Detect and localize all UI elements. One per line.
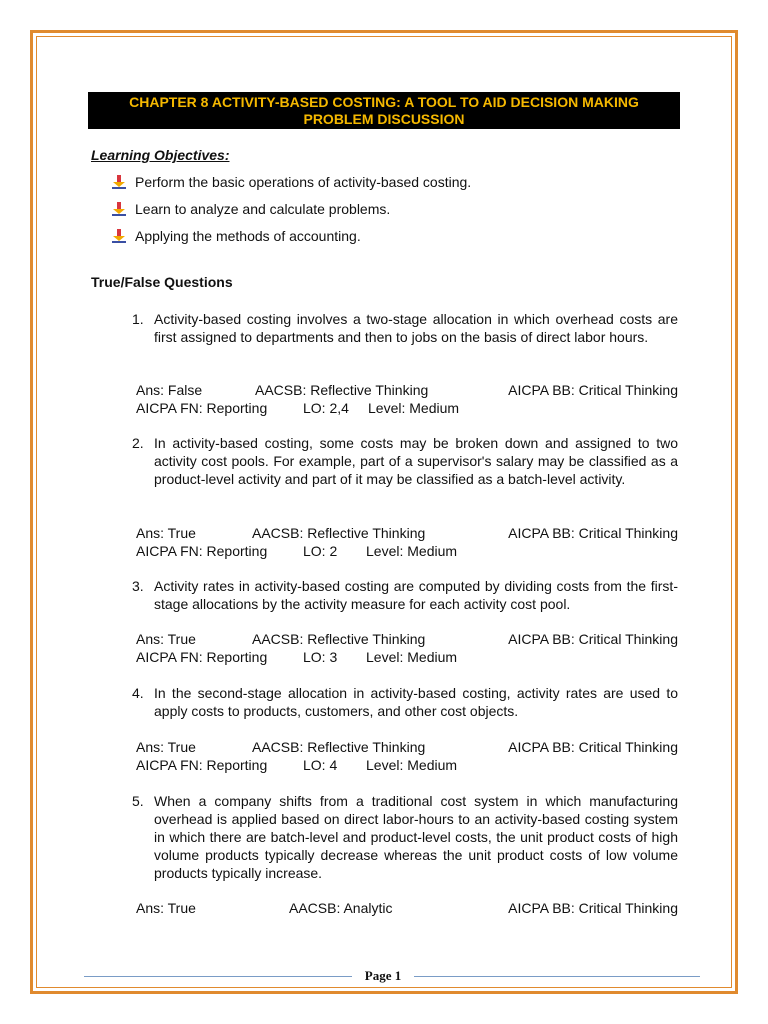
question-number: 5.	[132, 793, 144, 809]
question-text: Activity rates in activity-based costing are computed by dividing costs from the first-stage allocations by the activity measure for each activity cost pool.	[154, 578, 678, 612]
arrow-bullet-icon	[112, 229, 126, 243]
objective-text: Learn to analyze and calculate problems.	[135, 201, 391, 217]
aicpa-fn-tag: AICPA FN: Reporting	[136, 543, 268, 559]
aicpa-bb-tag: AICPA BB: Critical Thinking	[508, 900, 678, 916]
question-item	[132, 310, 678, 346]
objective-item	[112, 228, 361, 244]
question-number: 2.	[132, 435, 144, 451]
aacsb-tag: AACSB: Reflective Thinking	[252, 739, 426, 755]
question-number: 1.	[132, 311, 144, 327]
answer-value: Ans: False	[136, 382, 203, 398]
arrow-bullet-icon	[112, 175, 126, 189]
aacsb-tag: AACSB: Reflective Thinking	[255, 382, 429, 398]
question-text: When a company shifts from a traditional cost system in which manufacturing overhead is applied based on direct labor-hours to an activity-based costing system in which there are batch-level and product-level costs, the unit product costs of high volume products typically decrease whereas the unit product costs of low volume products typically increase.	[154, 793, 678, 881]
answer-block	[136, 738, 678, 774]
question-item	[132, 792, 678, 882]
lo-tag: LO: 2,4	[303, 400, 349, 416]
page-number: Page 1	[364, 968, 402, 983]
aacsb-tag: AACSB: Reflective Thinking	[252, 631, 426, 647]
objective-text: Perform the basic operations of activity-based costing.	[135, 174, 472, 190]
question-text: In the second-stage allocation in activity-based costing, activity rates are used to apply costs to products, customers, and other cost objects.	[154, 685, 678, 719]
question-item	[132, 434, 678, 488]
aicpa-fn-tag: AICPA FN: Reporting	[136, 757, 268, 773]
chapter-subtitle: PROBLEM DISCUSSION	[303, 111, 465, 127]
section-heading: True/False Questions	[91, 274, 233, 290]
answer-block	[136, 524, 678, 560]
lo-tag: LO: 3	[303, 649, 338, 665]
aicpa-bb-tag: AICPA BB: Critical Thinking	[508, 382, 678, 398]
answer-value: Ans: True	[136, 739, 196, 755]
arrow-bullet-icon	[112, 202, 126, 216]
aicpa-bb-tag: AICPA BB: Critical Thinking	[508, 631, 678, 647]
footer-divider-right	[414, 976, 700, 977]
question-number: 3.	[132, 578, 144, 594]
objective-item	[112, 174, 471, 190]
level-tag: Level: Medium	[366, 543, 458, 559]
chapter-title-banner	[88, 92, 680, 129]
chapter-title: CHAPTER 8 ACTIVITY-BASED COSTING: A TOOL TO AID DECISION MAKING	[129, 94, 639, 110]
lo-tag: LO: 2	[303, 543, 338, 559]
aacsb-tag: AACSB: Analytic	[289, 900, 393, 916]
objective-text: Applying the methods of accounting.	[135, 228, 361, 244]
lo-tag: LO: 4	[303, 757, 338, 773]
objective-item	[112, 201, 390, 217]
learning-objectives-heading: Learning Objectives:	[91, 147, 230, 163]
question-item	[132, 684, 678, 720]
level-tag: Level: Medium	[366, 649, 458, 665]
answer-block	[136, 630, 678, 666]
footer-divider-left	[84, 976, 352, 977]
answer-value: Ans: True	[136, 631, 196, 647]
answer-value: Ans: True	[136, 900, 196, 916]
level-tag: Level: Medium	[366, 757, 458, 773]
aicpa-bb-tag: AICPA BB: Critical Thinking	[508, 525, 678, 541]
question-item	[132, 577, 678, 613]
answer-block	[136, 381, 678, 417]
answer-value: Ans: True	[136, 525, 196, 541]
level-tag: Level: Medium	[368, 400, 460, 416]
question-number: 4.	[132, 685, 144, 701]
question-text: In activity-based costing, some costs may be broken down and assigned to two activity cost pools. For example, part of a supervisor's salary may be classified as a product-level activity and part of it may be classified as a batch-level activity.	[154, 435, 678, 487]
aacsb-tag: AACSB: Reflective Thinking	[252, 525, 426, 541]
aicpa-fn-tag: AICPA FN: Reporting	[136, 649, 268, 665]
answer-block	[136, 899, 678, 917]
aicpa-fn-tag: AICPA FN: Reporting	[136, 400, 268, 416]
aicpa-bb-tag: AICPA BB: Critical Thinking	[508, 739, 678, 755]
question-text: Activity-based costing involves a two-stage allocation in which overhead costs are first assigned to departments and then to jobs on the basis of direct labor hours.	[154, 311, 678, 345]
